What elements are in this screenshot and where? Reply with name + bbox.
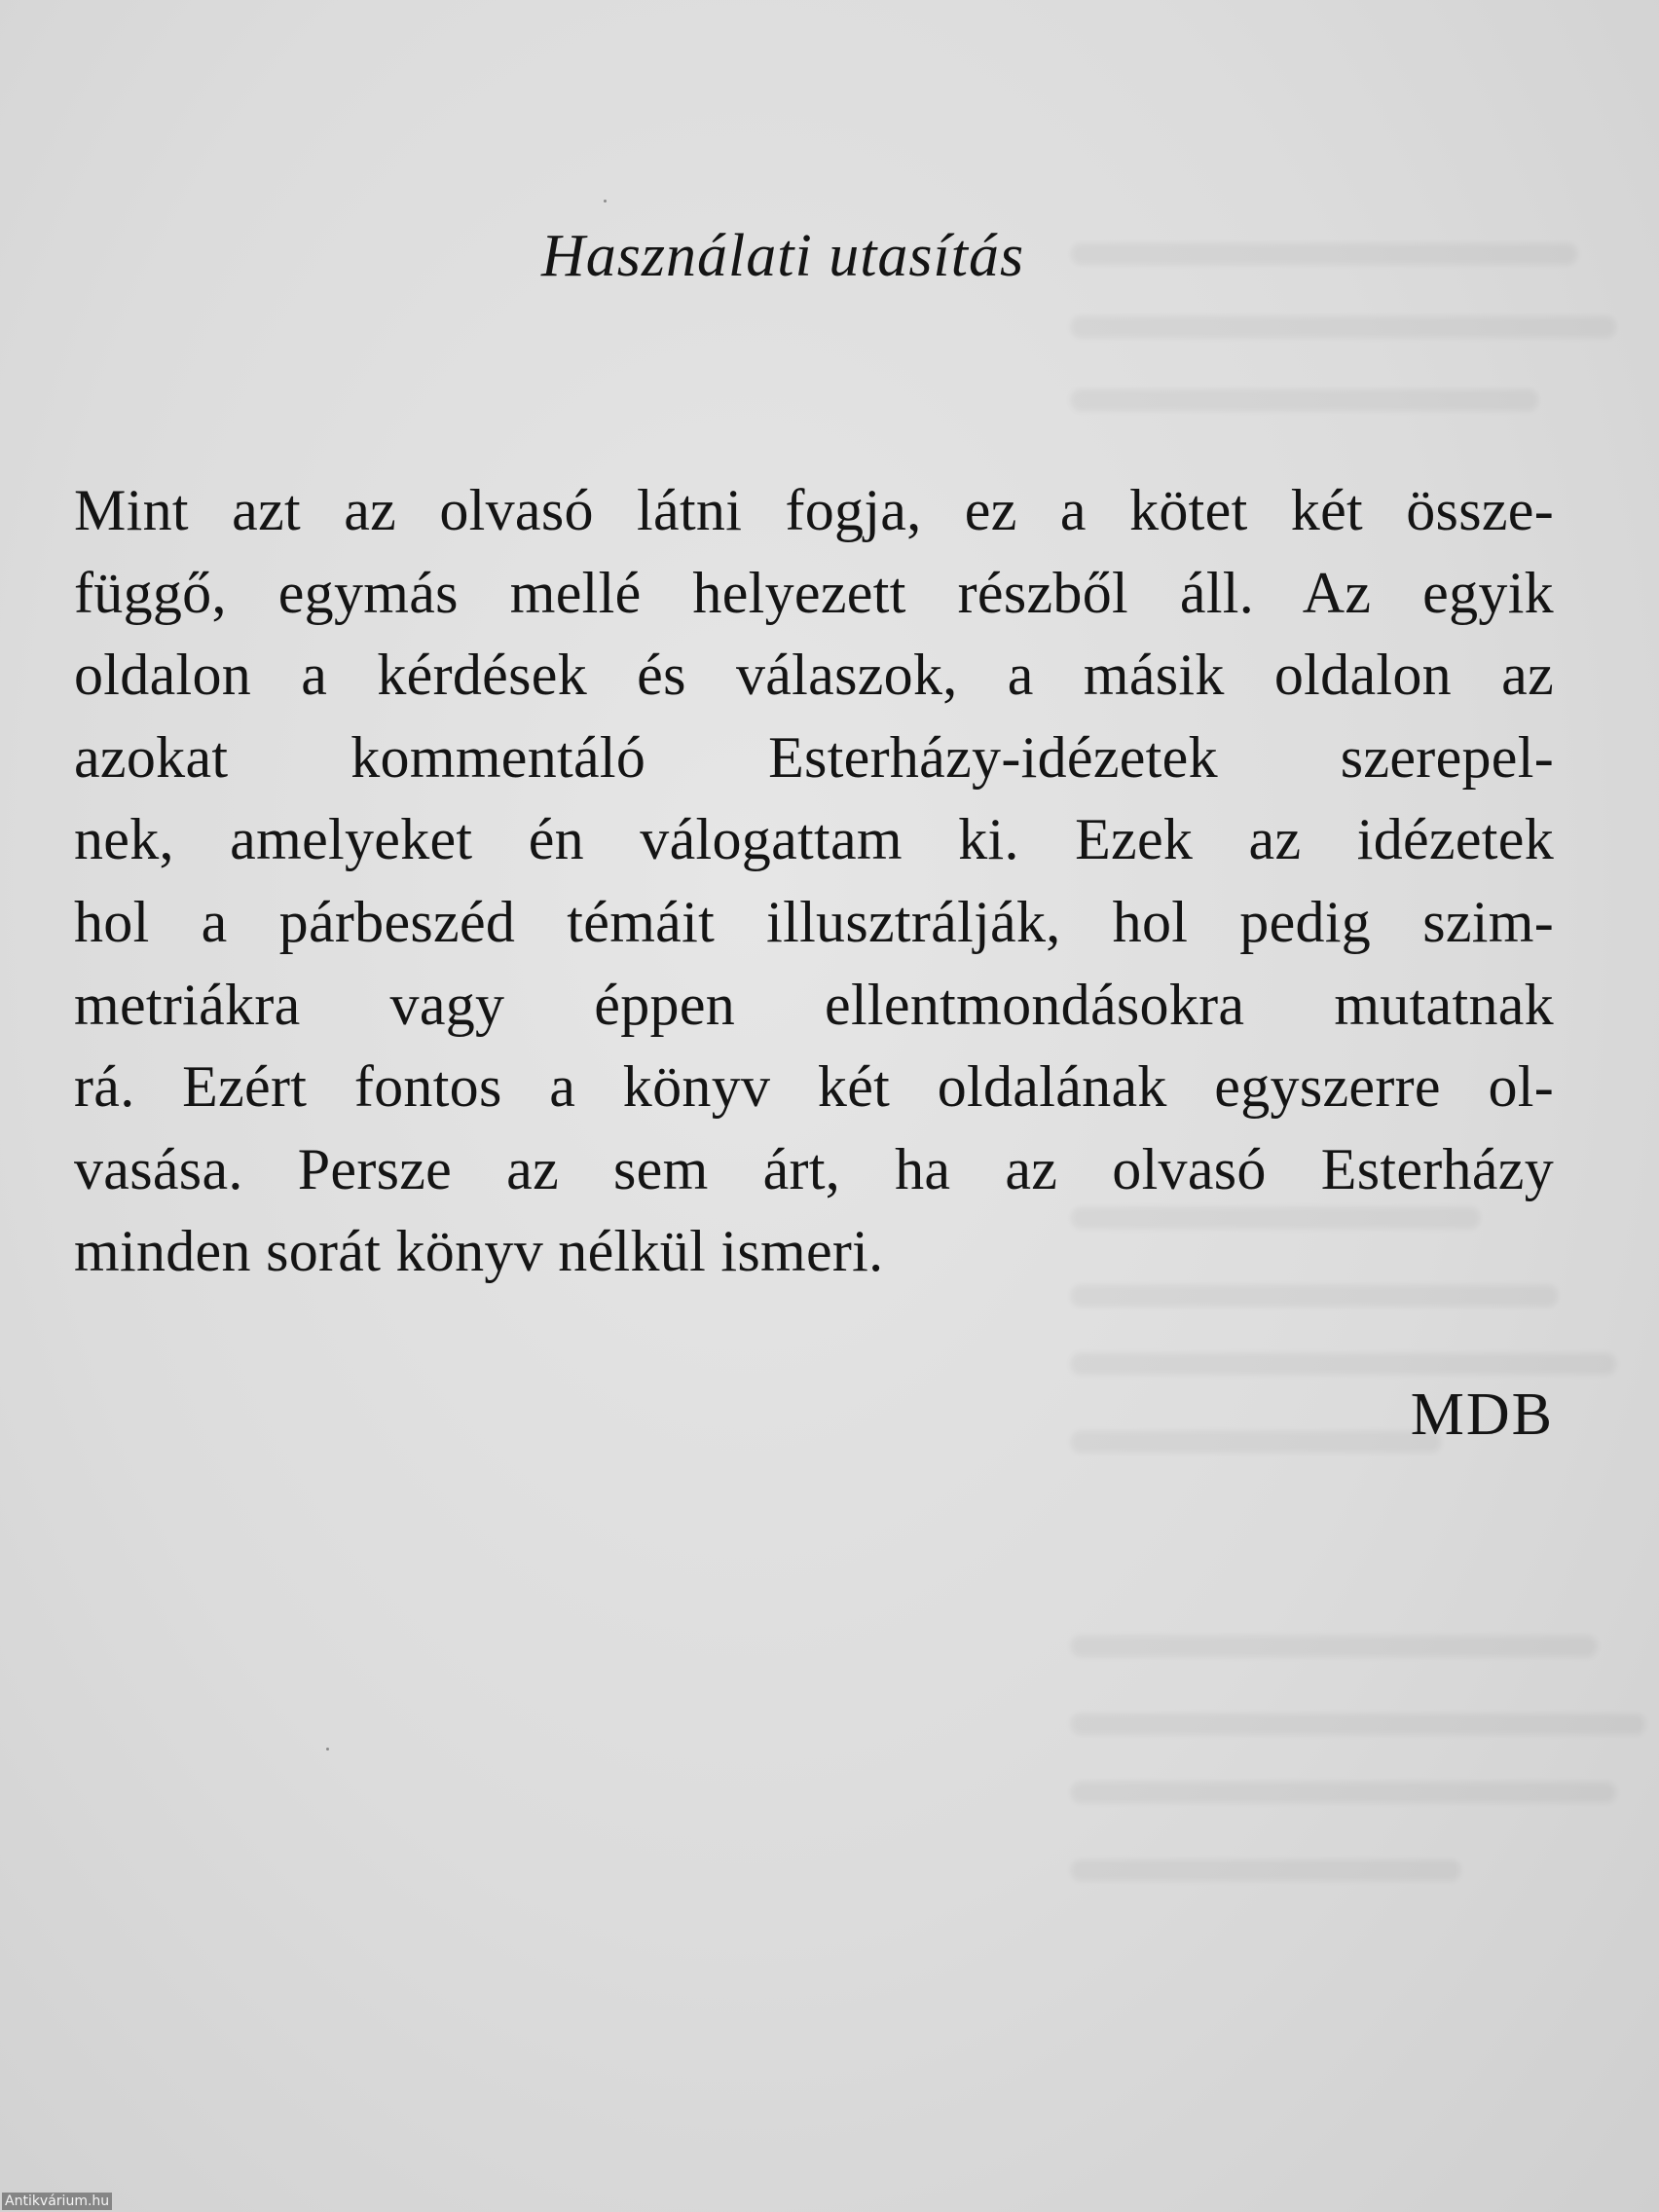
- paragraph-line: oldalon a kérdések és válaszok, a másik oldalon az: [74, 643, 1554, 708]
- paragraph-line: minden sorát könyv nélkül ismeri.: [74, 1219, 884, 1284]
- paragraph-line: hol a párbeszéd témáit illusztrálják, hol pedig szim-: [74, 889, 1554, 954]
- body-paragraph: [74, 469, 1554, 1293]
- paragraph-line: rá. Ezért fontos a könyv két oldalának egyszerre ol-: [74, 1054, 1554, 1120]
- page-title: Használati utasítás: [541, 223, 1025, 289]
- paragraph-line: függő, egymás mellé helyezett részből áll. Az egyik: [74, 560, 1554, 625]
- paragraph-line: vasása. Persze az sem árt, ha az olvasó Esterházy: [74, 1136, 1554, 1201]
- watermark: Antikvárium.hu: [2, 2193, 112, 2210]
- paragraph-line: azokat kommentáló Esterházy-idézetek szerepel-: [74, 724, 1554, 790]
- paragraph-line: nek, amelyeket én válogattam ki. Ezek az idézetek: [74, 807, 1554, 872]
- paragraph-line: Mint azt az olvasó látni fogja, ez a kötet két össze-: [74, 478, 1554, 542]
- author-signature: MDB: [1410, 1382, 1554, 1448]
- paragraph-line: metriákra vagy éppen ellentmondásokra mutatnak: [74, 972, 1554, 1037]
